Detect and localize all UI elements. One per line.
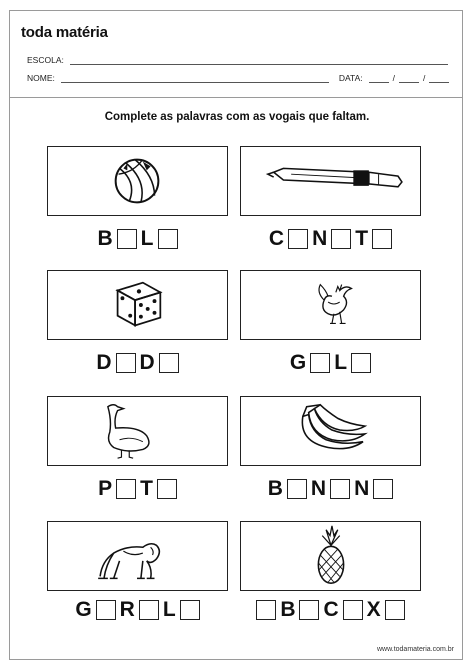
- word-letter: N: [354, 477, 370, 500]
- word-letter: C: [268, 227, 285, 250]
- word-letter: L: [140, 227, 154, 250]
- date-year-line[interactable]: [429, 73, 449, 83]
- date-day-line[interactable]: [369, 73, 389, 83]
- instruction-text: Complete as palavras com as vogais que faltam.: [104, 111, 370, 123]
- pineapple-icon: [241, 522, 420, 590]
- picture-card-ball: [47, 146, 228, 216]
- date-month-line[interactable]: [399, 73, 419, 83]
- word-letter: X: [366, 598, 381, 621]
- vowel-answer-box[interactable]: [287, 479, 307, 499]
- vowel-answer-box[interactable]: [351, 353, 371, 373]
- date-separator: /: [423, 73, 426, 83]
- picture-card-rooster: [240, 270, 421, 340]
- bananas-icon: [241, 397, 420, 465]
- word-row-0: [47, 226, 228, 252]
- header-divider: [9, 97, 463, 98]
- data-label: DATA:: [338, 73, 363, 83]
- word-letter: L: [162, 598, 176, 621]
- picture-card-pineapple: [240, 521, 421, 591]
- vowel-answer-box[interactable]: [299, 600, 319, 620]
- nome-label: NOME:: [27, 73, 55, 83]
- vowel-answer-box[interactable]: [116, 479, 136, 499]
- word-row-2: [47, 350, 228, 376]
- word-letter: B: [280, 598, 296, 621]
- word-row-6: [47, 597, 228, 623]
- nome-input-line[interactable]: [61, 73, 329, 83]
- vowel-answer-box[interactable]: [117, 229, 137, 249]
- picture-card-dice: [47, 270, 228, 340]
- word-letter: N: [312, 227, 328, 250]
- vowel-answer-box[interactable]: [96, 600, 116, 620]
- word-row-1: [240, 226, 421, 252]
- footer-url: www.todamateria.com.br: [376, 646, 454, 653]
- word-letter: D: [96, 351, 112, 374]
- word-row-4: [47, 476, 228, 502]
- picture-card-gorilla: [47, 521, 228, 591]
- word-letter: T: [355, 227, 369, 250]
- word-letter: C: [323, 598, 339, 621]
- word-letter: R: [119, 598, 135, 621]
- word-letter: B: [267, 477, 283, 500]
- nome-row: [27, 73, 453, 83]
- word-letter: B: [97, 227, 113, 250]
- picture-card-goose: [47, 396, 228, 466]
- escola-row: [27, 55, 448, 65]
- vowel-answer-box[interactable]: [330, 479, 350, 499]
- picture-card-bananas: [240, 396, 421, 466]
- picture-card-pen: [240, 146, 421, 216]
- vowel-answer-box[interactable]: [372, 229, 392, 249]
- goose-icon: [48, 397, 227, 465]
- rooster-icon: [241, 271, 420, 339]
- escola-label: ESCOLA:: [27, 55, 64, 65]
- vowel-answer-box[interactable]: [331, 229, 351, 249]
- vowel-answer-box[interactable]: [159, 353, 179, 373]
- vowel-answer-box[interactable]: [157, 479, 177, 499]
- word-letter: L: [334, 351, 348, 374]
- vowel-answer-box[interactable]: [288, 229, 308, 249]
- escola-input-line[interactable]: [70, 55, 448, 65]
- word-letter: G: [75, 598, 92, 621]
- word-letter: N: [310, 477, 327, 500]
- vowel-answer-box[interactable]: [116, 353, 136, 373]
- word-letter: T: [140, 477, 153, 500]
- dice-icon: [48, 271, 227, 339]
- pen-icon: [241, 147, 420, 215]
- vowel-answer-box[interactable]: [343, 600, 363, 620]
- vowel-answer-box[interactable]: [180, 600, 200, 620]
- vowel-answer-box[interactable]: [373, 479, 393, 499]
- word-letter: D: [139, 351, 155, 374]
- date-separator: /: [392, 73, 396, 83]
- vowel-answer-box[interactable]: [256, 600, 276, 620]
- vowel-answer-box[interactable]: [310, 353, 330, 373]
- gorilla-icon: [48, 522, 227, 590]
- beach-ball-icon: [48, 147, 227, 215]
- vowel-answer-box[interactable]: [158, 229, 178, 249]
- word-row-7: [240, 597, 421, 623]
- vowel-answer-box[interactable]: [385, 600, 405, 620]
- brand-logo: toda matéria: [21, 24, 108, 41]
- word-letter: G: [289, 351, 307, 374]
- word-letter: P: [98, 477, 113, 500]
- vowel-answer-box[interactable]: [139, 600, 159, 620]
- word-row-3: [240, 350, 421, 376]
- word-row-5: [240, 476, 421, 502]
